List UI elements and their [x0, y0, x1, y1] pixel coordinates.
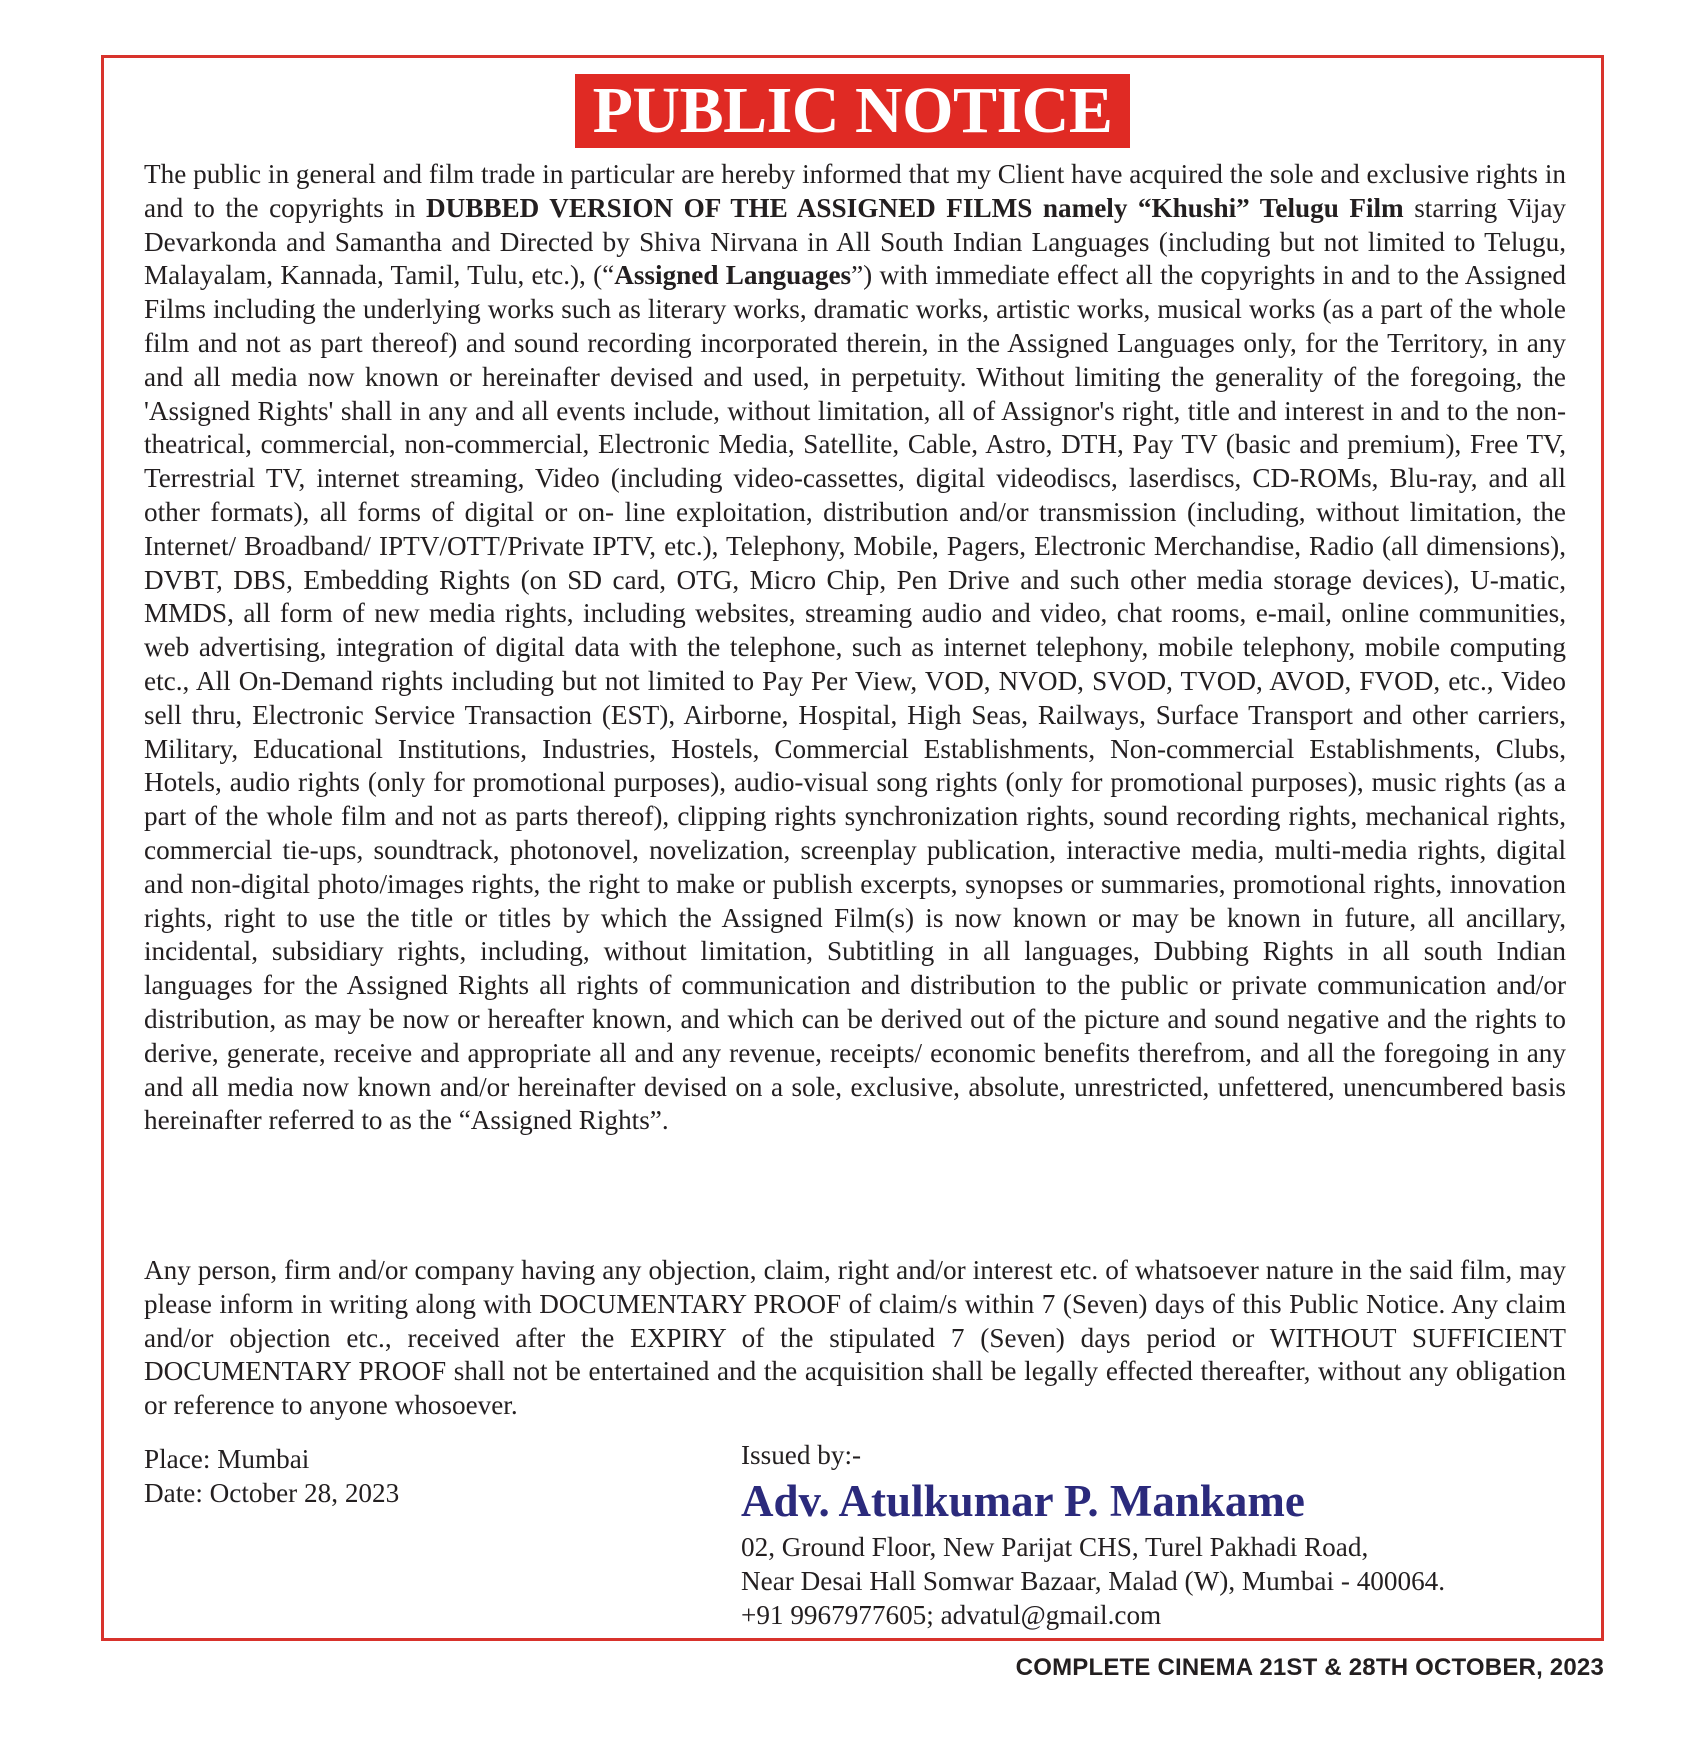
address-line-1: 02, Ground Floor, New Parijat CHS, Turel Pakhadi Road, — [741, 1532, 1369, 1562]
contact-info: +91 9967977605; advatul@gmail.com — [741, 1600, 1162, 1630]
publication-footer: COMPLETE CINEMA 21ST & 28TH OCTOBER, 2023 — [1015, 1654, 1604, 1681]
notice-frame — [101, 55, 1604, 1641]
title-wrap — [104, 74, 1601, 148]
para1-bold-languages: Assigned Languages — [614, 260, 852, 291]
place: Place: Mumbai — [144, 1444, 310, 1474]
notice-paragraph-1 — [144, 158, 1566, 1138]
para1-bold-film: DUBBED VERSION OF THE ASSIGNED FILMS namely “Khushi” Telugu Film — [425, 192, 1404, 223]
issued-by-label: Issued by:- — [741, 1440, 862, 1470]
para1-text-2: starring Vijay Devarkonda and Samantha and Directed by Shiva Nirvana in All South Indian Languages (including but not limited to Telugu, Malayalam, Kannada, Tamil, Tulu, etc.), (“ — [144, 192, 1567, 291]
place-date-block — [144, 1442, 399, 1510]
para1-text-1: The public in general and film trade in particular are hereby informed that my Client have acquired the sole and exclusive rights in and to the copyrights in — [144, 159, 1566, 223]
issuer-block — [741, 1438, 1561, 1632]
advocate-name: Adv. Atulkumar P. Mankame — [741, 1476, 1305, 1526]
address-line-2: Near Desai Hall Somwar Bazaar, Malad (W), Mumbai - 400064. — [741, 1566, 1446, 1596]
notice-paragraph-2: Any person, firm and/or company having any objection, claim, right and/or interest etc. of whatsoever nature in the said film, may please inform in writing along with DOCUMENTARY PROOF of claim/s within 7 (Seven) days of this Public Notice. Any claim and/or objection etc., received after the EXPIRY of the stipulated 7 (Seven) days period or WITHOUT SUFFICIENT DOCUMENTARY PROOF shall not be entertained and the acquisition shall be legally effected thereafter, without any obligation or reference to anyone whosoever. — [144, 1255, 1566, 1421]
para1-text-3: ”) with immediate effect all the copyrights in and to the Assigned Films including the underlying works such as literary works, dramatic works, artistic works, musical works (as a part of the whole film and not as part thereof) and sound recording incorporated therein, in the Assigned Languages only, for the Territory, in any and all media now known or hereinafter devised and used, in perpetuity. Without limiting the generality of the foregoing, the 'Assigned Rights' shall in any and all events include, without limitation, all of Assignor's right, title and interest in and to the non-theatrical, commercial, non-commercial, Electronic Media, Satellite, Cable, Astro, DTH, Pay TV (basic and premium), Free TV, Terrestrial TV, internet streaming, Video (including video-cassettes, digital videodiscs, laserdiscs, CD-ROMs, Blu-ray, and all other formats), all forms of digital or on- line exploitation, distribution and/or transmission (including, without limitation, the Internet/ Broadband/ IPTV/OTT/Private IPTV, etc.), Telephony, Mobile, Pagers, Electronic Merchandise, Radio (all dimensions), DVBT, DBS, Embedding Rights (on SD card, OTG, Micro Chip, Pen Drive and such other media storage devices), U-matic, MMDS, all form of new media rights, including websites, streaming audio and video, chat rooms, e-mail, online communities, web advertising, integration of digital data with the telephone, such as internet telephony, mobile telephony, mobile computing etc., All On-Demand rights including but not limited to Pay Per View, VOD, NVOD, SVOD, TVOD, AVOD, FVOD, etc., Video sell thru, Electronic Service Transaction (EST), Airborne, Hospital, High Seas, Railways, Surface Transport and other carriers, Military, Educational Institutions, Industries, Hostels, Commercial Establishments, Non-commercial Establishments, Clubs, Hotels, audio rights (only for promotional purposes), audio-visual song rights (only for promotional purposes), music rights (as a part of the whole film and not as parts thereof), clipping rights synchronization rights, sound recording rights, mechanical rights, commercial tie-ups, soundtrack, photonovel, novelization, screenplay publication, interactive media, multi-media rights, digital and non-digital photo/images rights, the right to make or publish excerpts, synopses or summaries, promotional rights, innovation rights, right to use the title or titles by which the Assigned Film(s) is now known or may be known in future, all ancillary, incidental, subsidiary rights, including, without limitation, Subtitling in all languages, Dubbing Rights in all south Indian languages for the Assigned Rights all rights of communication and distribution to the public or private communication and/or distribution, as may be now or hereafter known, and which can be derived out of the picture and sound negative and the rights to derive, generate, receive and appropriate all and any revenue, receipts/ economic benefits therefrom, and all the foregoing in any and all media now known and/or hereinafter devised on a sole, exclusive, absolute, unrestricted, unfettered, unencumbered basis hereinafter referred to as the “Assigned Rights”. — [144, 260, 1566, 1136]
date: Date: October 28, 2023 — [144, 1478, 400, 1508]
notice-title: PUBLIC NOTICE — [575, 74, 1131, 148]
